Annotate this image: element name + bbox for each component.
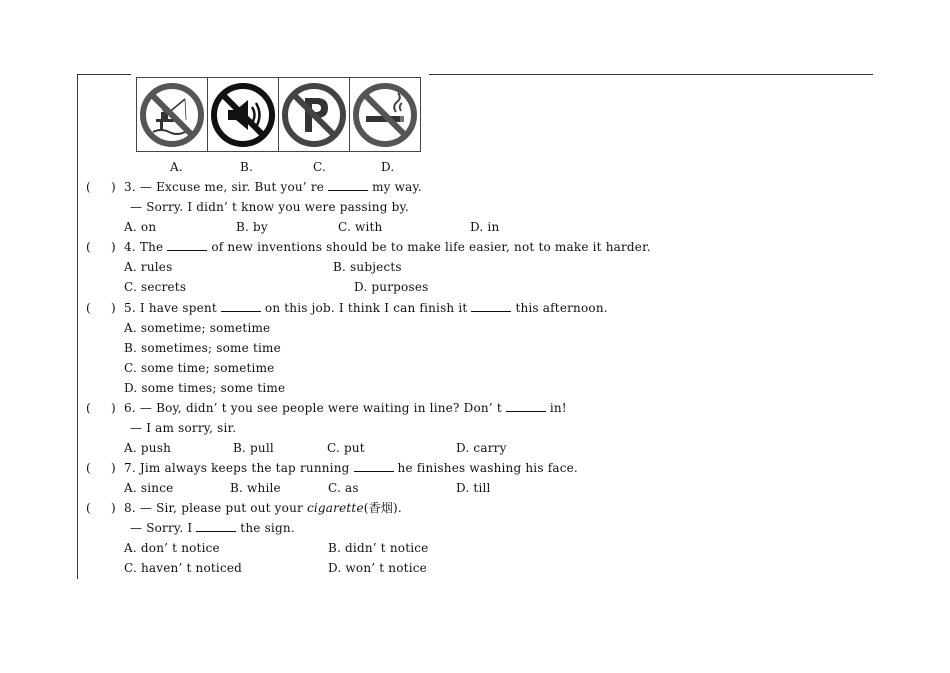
q6-option-c: C. put (327, 441, 365, 455)
answer-paren-close-q7: ) (111, 461, 116, 475)
answer-paren-close-q8: ) (111, 501, 116, 515)
top-rule-left (77, 74, 131, 75)
q4-option-c: C. secrets (124, 280, 187, 294)
sign-images-row (136, 77, 421, 152)
q7-option-c: C. as (328, 481, 359, 495)
q7-option-d: D. till (456, 481, 491, 495)
q5-option-c: C. some time; sometime (124, 361, 275, 375)
sign-label-b: B. (240, 160, 254, 174)
question-number: 6. (124, 401, 136, 415)
no-fishing-icon (139, 82, 205, 148)
q3-option-c: C. with (338, 220, 383, 234)
q6-option-b: B. pull (233, 441, 274, 455)
answer-paren-open-q8: ( (86, 501, 91, 515)
answer-blank (471, 301, 511, 312)
question-8-reply: — Sorry. I the sign. (130, 521, 295, 535)
question-4-stem: 4. The of new inventions should be to make life easier, not to make it harder. (124, 240, 651, 254)
no-parking-icon (281, 82, 347, 148)
answer-paren-close-q6: ) (111, 401, 116, 415)
sign-label-c: C. (313, 160, 326, 174)
question-number: 8. (124, 501, 136, 515)
answer-paren-open-q5: ( (86, 301, 91, 315)
sign-b (208, 78, 279, 151)
sign-label-a: A. (170, 160, 183, 174)
q4-option-d: D. purposes (354, 280, 429, 294)
q7-option-a: A. since (124, 481, 174, 495)
q3-option-a: A. on (124, 220, 157, 234)
q4-option-b: B. subjects (333, 260, 402, 274)
q8-option-a: A. don’ t notice (124, 541, 220, 555)
answer-paren-close-q3: ) (111, 180, 116, 194)
answer-blank (354, 461, 394, 472)
question-number: 7. (124, 461, 136, 475)
left-margin-line (77, 74, 78, 579)
answer-blank (328, 180, 368, 191)
answer-paren-close-q5: ) (111, 301, 116, 315)
q6-option-a: A. push (124, 441, 171, 455)
q4-option-a: A. rules (124, 260, 173, 274)
sign-a (137, 78, 208, 151)
question-number: 3. (124, 180, 136, 194)
question-3-reply: — Sorry. I didn’ t know you were passing by. (130, 200, 409, 214)
question-number: 4. (124, 240, 136, 254)
sign-label-d: D. (381, 160, 395, 174)
q3-option-b: B. by (236, 220, 268, 234)
answer-blank (167, 240, 207, 251)
question-6-reply: — I am sorry, sir. (130, 421, 237, 435)
answer-blank (221, 301, 261, 312)
sign-c (279, 78, 350, 151)
question-8-stem: 8. — Sir, please put out your cigarette(香烟). (124, 501, 402, 515)
question-5-stem: 5. I have spent on this job. I think I can finish it this afternoon. (124, 301, 608, 315)
q3-option-d: D. in (470, 220, 500, 234)
answer-paren-open-q6: ( (86, 401, 91, 415)
question-7-stem: 7. Jim always keeps the tap running he finishes washing his face. (124, 461, 578, 475)
answer-paren-open-q7: ( (86, 461, 91, 475)
q8-option-d: D. won’ t notice (328, 561, 427, 575)
question-6-stem: 6. — Boy, didn’ t you see people were waiting in line? Don’ t in! (124, 401, 567, 415)
answer-paren-open-q4: ( (86, 240, 91, 254)
q7-option-b: B. while (230, 481, 281, 495)
q5-option-d: D. some times; some time (124, 381, 286, 395)
italic-word: cigarette (306, 501, 364, 515)
sign-d (350, 78, 420, 151)
no-loudspeaker-icon (210, 82, 276, 148)
answer-blank (196, 521, 236, 532)
answer-paren-close-q4: ) (111, 240, 116, 254)
q8-option-b: B. didn’ t notice (328, 541, 429, 555)
answer-blank (506, 401, 546, 412)
top-rule-right (429, 74, 873, 75)
q6-option-d: D. carry (456, 441, 507, 455)
no-smoking-icon (352, 82, 418, 148)
question-number: 5. (124, 301, 136, 315)
answer-paren-open-q3: ( (86, 180, 91, 194)
q5-option-a: A. sometime; sometime (124, 321, 271, 335)
q8-option-c: C. haven’ t noticed (124, 561, 243, 575)
q5-option-b: B. sometimes; some time (124, 341, 281, 355)
question-3-stem: 3. — Excuse me, sir. But you’ re my way. (124, 180, 422, 194)
